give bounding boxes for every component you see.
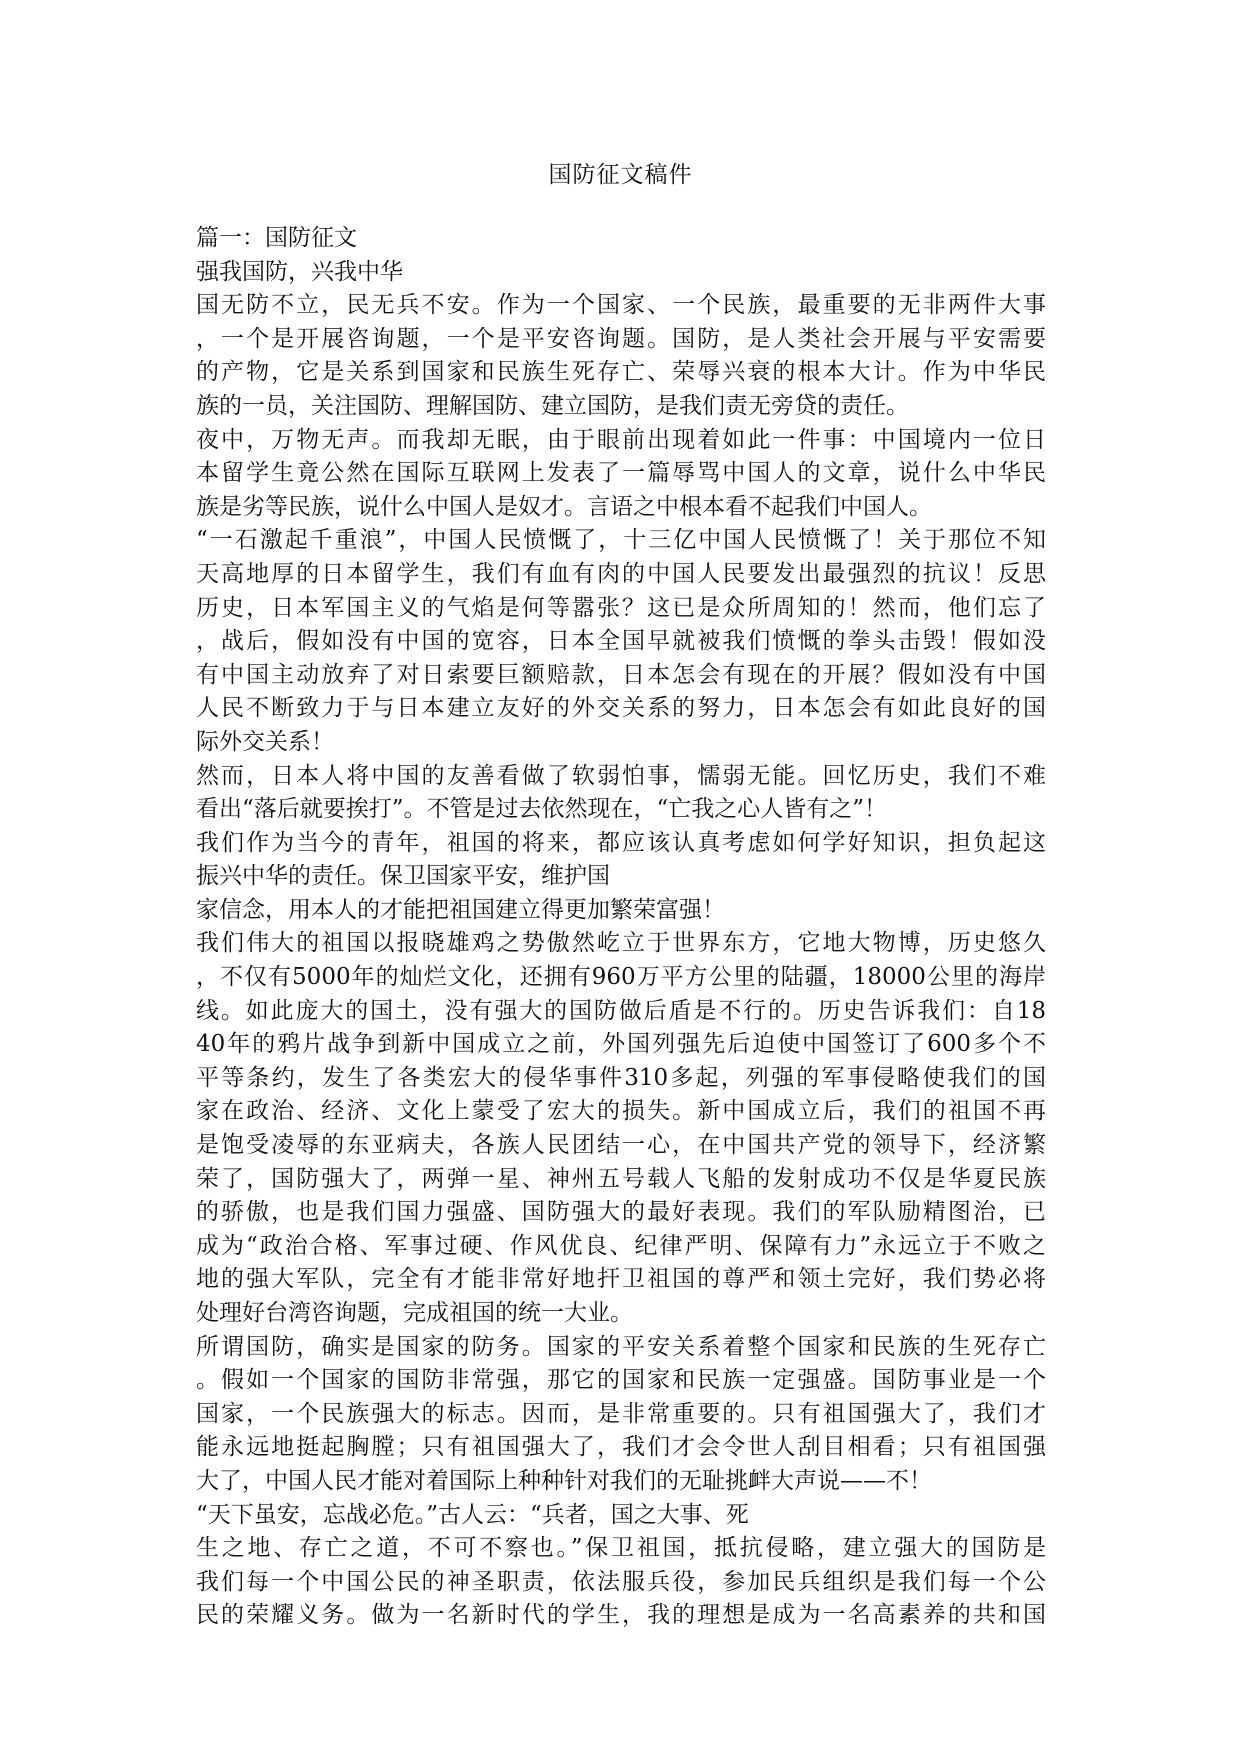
text-line: ，一个是开展咨询题，一个是平安咨询题。国防，是人类社会开展与平安需要	[196, 325, 1046, 352]
text-line: 荣了，国防强大了，两弹一星、神州五号载人飞船的发射成功不仅是华夏民族	[196, 1165, 1046, 1192]
document-title: 国防征文稿件	[548, 162, 693, 188]
text-line: 是饱受凌辱的东亚病夫，各族人民团结一心，在中国共产党的领导下，经济繁	[196, 1132, 1046, 1159]
text-line: 大了，中国人民才能对着国际上种种针对我们的无耻挑衅大声说——不！	[196, 1467, 932, 1494]
text-line: 我们伟大的祖国以报晓雄鸡之势傲然屹立于世界东方，它地大物博，历史悠久	[196, 930, 1046, 957]
text-line: 际外交关系！	[196, 728, 334, 755]
text-line: 强我国防，兴我中华	[196, 258, 403, 285]
text-line: 地的强大军队，完全有才能非常好地扞卫祖国的尊严和领土完好，我们势必将	[196, 1266, 1046, 1293]
text-line: 人民不断致力于与日本建立友好的外交关系的努力，日本怎会有如此良好的国	[196, 695, 1046, 722]
text-line: ，战后，假如没有中国的宽容，日本全国早就被我们愤慨的拳头击毁！假如没	[196, 628, 1046, 655]
text-line: 。假如一个国家的国防非常强，那它的国家和民族一定强盛。国防事业是一个	[196, 1367, 1046, 1394]
text-line: 我们每一个中国公民的神圣职责，依法服兵役，参加民兵组织是我们每一个公	[196, 1568, 1046, 1595]
text-line: 天高地厚的日本留学生，我们有血有肉的中国人民要发出最强烈的抗议！反思	[196, 560, 1046, 587]
text-line: 夜中，万物无声。而我却无眠，由于眼前出现着如此一件事：中国境内一位日	[196, 426, 1046, 453]
text-line: 国家，一个民族强大的标志。因而，是非常重要的。只有祖国强大了，我们才	[196, 1400, 1046, 1427]
text-line: 所谓国防，确实是国家的防务。国家的平安关系着整个国家和民族的生死存亡	[196, 1333, 1046, 1360]
text-line: 的产物，它是关系到国家和民族生死存亡、荣辱兴衰的根本大计。作为中华民	[196, 359, 1046, 386]
text-line: 40年的鸦片战争到新中国成立之前，外国列强先后迫使中国签订了600多个不	[196, 1031, 1046, 1058]
text-line: 族的一员，关注国防、理解国防、建立国防，是我们责无旁贷的责任。	[196, 392, 909, 419]
text-line: 振兴中华的责任。保卫国家平安，维护国	[196, 863, 610, 890]
text-line: 族是劣等民族，说什么中国人是奴才。言语之中根本看不起我们中国人。	[196, 493, 932, 520]
document-body	[196, 222, 1046, 1633]
text-line: 成为“政治合格、军事过硬、作风优良、纪律严明、保障有力”永远立于不败之	[196, 1232, 1046, 1259]
text-line: “天下虽安，忘战必危。”古人云：“兵者，国之大事、死	[196, 1501, 749, 1528]
text-line: 处理好台湾咨询题，完成祖国的统一大业。	[196, 1300, 633, 1326]
text-line: 历史，日本军国主义的气焰是何等嚣张？这已是众所周知的！然而，他们忘了	[196, 594, 1046, 621]
text-line: 能永远地挺起胸膛；只有祖国强大了，我们才会令世人刮目相看；只有祖国强	[196, 1434, 1046, 1461]
text-line: 我们作为当今的青年，祖国的将来，都应该认真考虑如何学好知识，担负起这	[196, 829, 1046, 856]
text-line: 的骄傲，也是我们国力强盛、国防强大的最好表现。我们的军队励精图治，已	[196, 1199, 1046, 1226]
text-line: 然而，日本人将中国的友善看做了软弱怕事，懦弱无能。回忆历史，我们不难	[196, 762, 1046, 789]
text-line: 线。如此庞大的国土，没有强大的国防做后盾是不行的。历史告诉我们：自18	[196, 997, 1046, 1024]
text-line: 民的荣耀义务。做为一名新时代的学生，我的理想是成为一名高素养的共和国	[196, 1602, 1046, 1629]
text-line: 篇一：国防征文	[196, 225, 357, 251]
text-line: 有中国主动放弃了对日索要巨额赔款，日本怎会有现在的开展？假如没有中国	[196, 661, 1046, 688]
text-line: 家在政治、经济、文化上蒙受了宏大的损失。新中国成立后，我们的祖国不再	[196, 1098, 1046, 1125]
text-line: 家信念，用本人的才能把祖国建立得更加繁荣富强！	[196, 896, 725, 923]
text-line: 平等条约，发生了各类宏大的侵华事件310多起，列强的军事侵略使我们的国	[196, 1064, 1046, 1091]
text-line: 本留学生竟公然在国际互联网上发表了一篇辱骂中国人的文章，说什么中华民	[196, 460, 1046, 487]
text-line: “一石激起千重浪”，中国人民愤慨了，十三亿中国人民愤慨了！关于那位不知	[196, 527, 1046, 554]
text-line: 看出“落后就要挨打”。不管是过去依然现在，“亡我之心人皆有之”！	[196, 796, 888, 823]
text-line: 国无防不立，民无兵不安。作为一个国家、一个民族，最重要的无非两件大事	[196, 292, 1046, 319]
text-line: 生之地、存亡之道，不可不察也。”保卫祖国，抵抗侵略，建立强大的国防是	[196, 1535, 1046, 1562]
text-line: ，不仅有5000年的灿烂文化，还拥有960万平方公里的陆疆，18000公里的海岸	[196, 964, 1046, 991]
